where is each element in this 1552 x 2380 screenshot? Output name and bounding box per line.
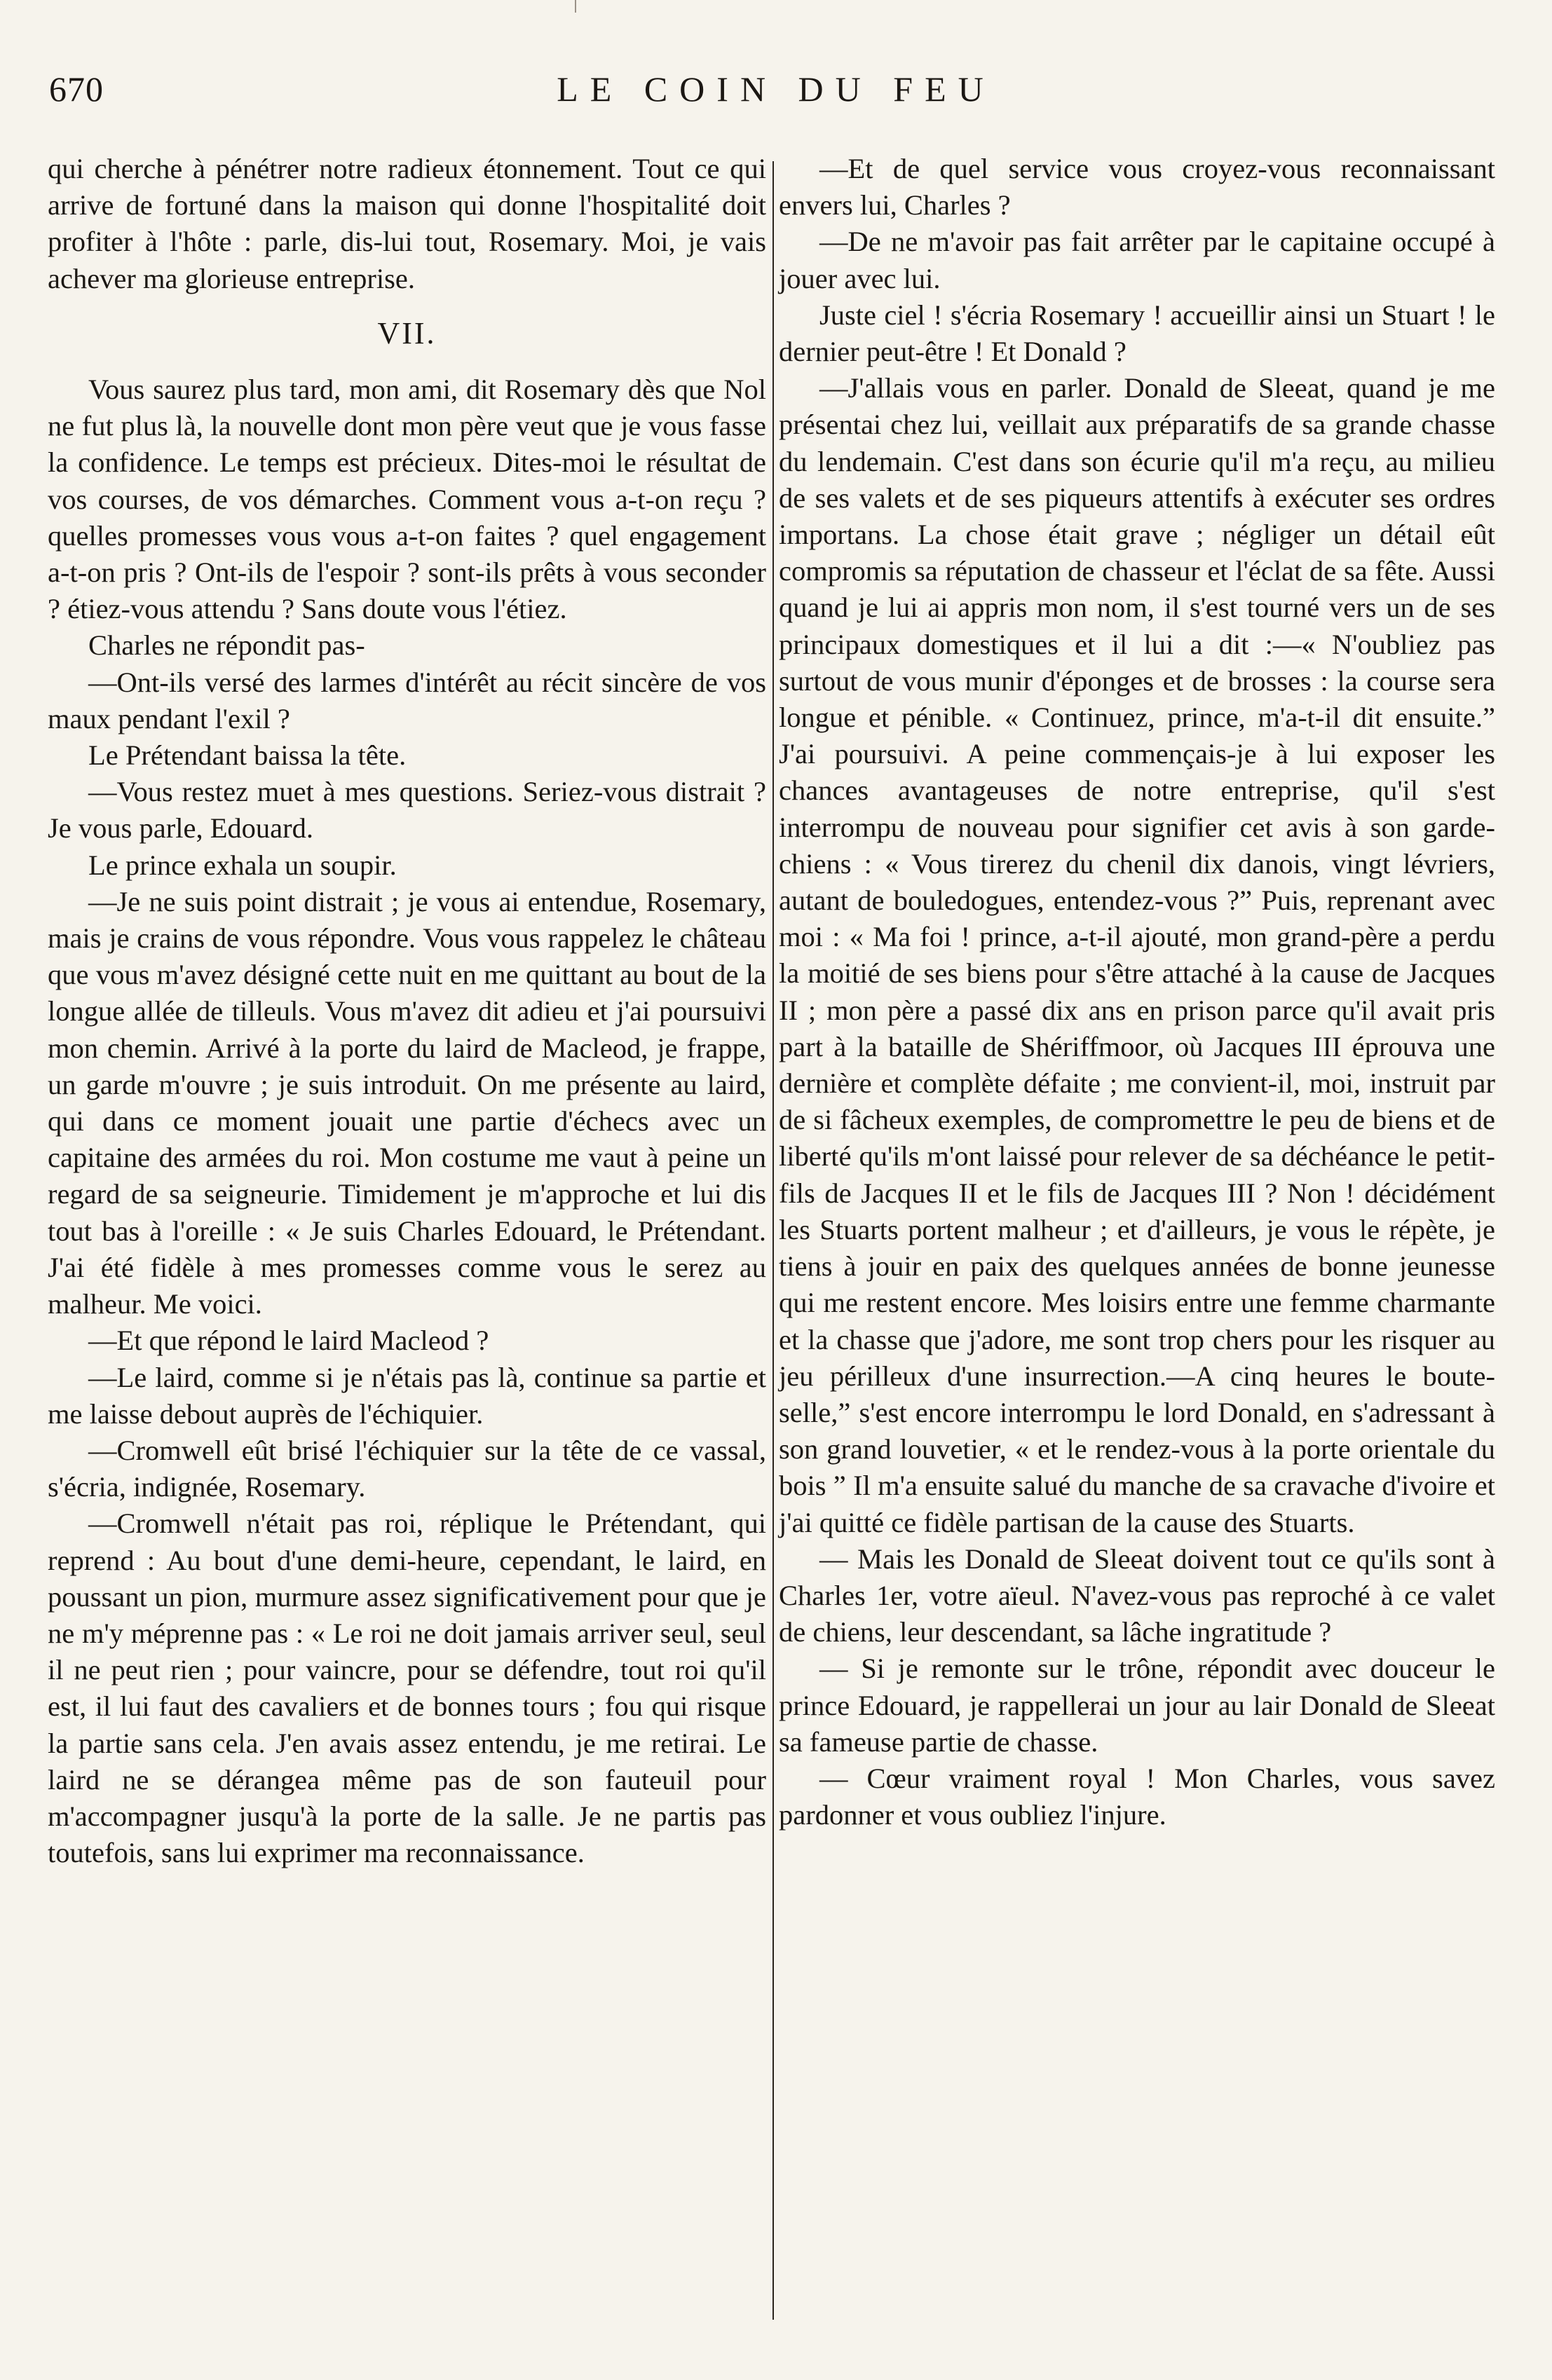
paragraph: — Mais les Donald de Sleeat doivent tout ce qu'ils sont à Charles 1er, votre aïeul. N'avez-vous pas reproché à ce valet de chiens, leur descendant, sa lâche ingratitude ? bbox=[779, 1543, 1495, 1648]
paragraph: —Je ne suis point distrait ; je vous ai entendue, Rosemary, mais je crains de vous répondre. Vous vous rappelez le château que vous m'avez désigné cette nuit en me quittant au bout de la longue allée de tilleuls. Vous m'avez dit adieu et j'ai poursuivi mon chemin. Arrivé à la porte du laird de Macleod, je frappe, un garde m'ouvre ; je suis introduit. On me présente au laird, qui dans ce moment jouait une partie d'échecs avec un capitaine des armées du roi. Mon costume me vaut à peine un regard de sa seigneurie. Timidement je m'approche et lui dis tout bas à l'oreille : « Je suis Charles Edouard, le Prétendant. J'ai été fidèle à mes promesses comme vous le serez au malheur. Me voici. bbox=[48, 885, 766, 1320]
paragraph: Juste ciel ! s'écria Rosemary ! accueillir ainsi un Stuart ! le dernier peut-être ! Et Donald ? bbox=[779, 299, 1495, 368]
section-heading: VII. bbox=[377, 315, 437, 350]
paragraph: —Vous restez muet à mes questions. Seriez-vous distrait ? Je vous parle, Edouard. bbox=[48, 776, 766, 844]
page-number: 670 bbox=[49, 69, 104, 109]
paragraph: Le Prétendant baissa la tête. bbox=[88, 739, 407, 772]
paragraph: Le prince exhala un soupir. bbox=[88, 849, 397, 881]
paragraph: — Si je remonte sur le trône, répondit avec douceur le prince Edouard, je rappellerai un jour au lair Donald de Sleeat sa fameuse partie de chasse. bbox=[779, 1653, 1495, 1758]
paragraph: —J'allais vous en parler. Donald de Sleeat, quand je me présentai chez lui, veillait aux préparatifs de sa grande chasse du lendemain. C'est dans son écurie qu'il m'a reçu, au milieu de ses valets et de ses piqueurs attentifs à exécuter ses ordres importans. La chose était grave ; négliger un détail eût compromis sa réputation de chasseur et l'éclat de sa fête. Aussi quand je lui ai appris mon nom, il s'est tourné vers un de ses principaux domestiques et il lui a dit :—« N'oubliez pas surtout de vous munir d'éponges et de brosses : la course sera longue et pénible. « Continuez, prince, m'a-t-il dit ensuite.” J'ai poursuivi. A peine commençais-je à lui exposer les chances avantageuses de notre entreprise, qu'il s'est interrompu de nouveau pour signifier cet avis à son garde-chiens : « Vous tirerez du chenil dix danois, vingt lévriers, autant de bouledogues, entendez-vous ?” Puis, reprenant avec moi : « Ma foi ! prince, a-t-il ajouté, mon grand-père a perdu la moitié de ses biens pour s'être attaché à la cause de Jacques II ; mon père a passé dix ans en prison parce qu'il avait pris part à la bataille de Shériffmoor, où Jacques III éprouva une dernière et complète défaite ; me convient-il, moi, instruit par de si fâcheux exemples, de compromettre le peu de biens et de liberté qu'ils m'ont laissé pour relever de sa déchéance le petit-fils de Jacques II et le fils de Jacques III ? Non ! décidément les Stuarts portent malheur ; et d'ailleurs, je vous le répète, je tiens à jouir en paix des quelques années de bonne jeunesse qui me restent encore. Mes loisirs entre une femme charmante et la chasse que j'adore, me sont trop chers pour les risquer au jeu périlleux d'une insurrection.—A cinq heures le boute-selle,” s'est encore interrompu le lord Donald, en s'adressant à son grand louvetier, « et le rendez-vous à la porte orientale du bois ” Il m'a ensuite salué du manche de sa cravache d'ivoire et j'ai quitté ce fidèle partisan de la cause des Stuarts. bbox=[779, 372, 1495, 1538]
page-header bbox=[49, 69, 1503, 118]
paragraph: —Ont-ils versé des larmes d'intérêt au récit sincère de vos maux pendant l'exil ? bbox=[48, 666, 766, 734]
paragraph: —Et de quel service vous croyez-vous reconnaissant envers lui, Charles ? bbox=[779, 153, 1495, 221]
paragraph: —Et que répond le laird Macleod ? bbox=[88, 1325, 489, 1357]
paragraph: —Cromwell n'était pas roi, réplique le Prétendant, qui reprend : Au bout d'une demi-heure, cependant, le laird, en poussant un pion, murmure assez significativement pour que je ne m'y méprenne pas : « Le roi ne doit jamais arriver seul, seul il ne peut rien ; pour vaincre, pour se défendre, tout roi qu'il est, il lui faut des cavaliers et de bonnes tours ; fou qui risque la partie sans cela. J'en avais assez entendu, je me retirai. Le laird ne se dérangea même pas de son fauteuil pour m'accompagner jusqu'à la porte de la salle. Je ne partis pas toutefois, sans lui exprimer ma reconnaissance. bbox=[48, 1507, 766, 1869]
paragraph: Charles ne répondit pas- bbox=[88, 629, 365, 662]
paragraph: qui cherche à pénétrer notre radieux étonnement. Tout ce qui arrive de fortuné dans la maison qui donne l'hospitalité doit profiter à l'hôte : parle, dis-lui tout, Rosemary. Moi, je vais achever ma glorieuse entreprise. bbox=[48, 153, 766, 294]
paragraph: — Cœur vraiment royal ! Mon Charles, vous savez pardonner et vous oubliez l'injure. bbox=[779, 1762, 1495, 1831]
print-mark bbox=[575, 0, 576, 13]
running-title: LE COIN DU FEU bbox=[557, 69, 995, 109]
paragraph: Vous saurez plus tard, mon ami, dit Rosemary dès que Nol ne fut plus là, la nouvelle dont mon père veut que je vous fasse la confidence. Le temps est précieux. Dites-moi le résultat de vos courses, de vos démarches. Comment vous a-t-on reçu ? quelles promesses vous vous a-t-on faites ? quel engagement a-t-on pris ? Ont-ils de l'espoir ? sont-ils prêts à vous seconder ? étiez-vous attendu ? Sans doute vous l'étiez. bbox=[48, 374, 766, 625]
column-divider bbox=[772, 161, 774, 2320]
paragraph: —Cromwell eût brisé l'échiquier sur la tête de ce vassal, s'écria, indignée, Rosemary. bbox=[48, 1434, 766, 1503]
paragraph: —Le laird, comme si je n'étais pas là, continue sa partie et me laisse debout auprès de l'échiquier. bbox=[48, 1361, 766, 1430]
paragraph: —De ne m'avoir pas fait arrêter par le capitaine occupé à jouer avec lui. bbox=[779, 226, 1495, 294]
right-column bbox=[779, 151, 1495, 1833]
left-column bbox=[48, 151, 766, 1871]
